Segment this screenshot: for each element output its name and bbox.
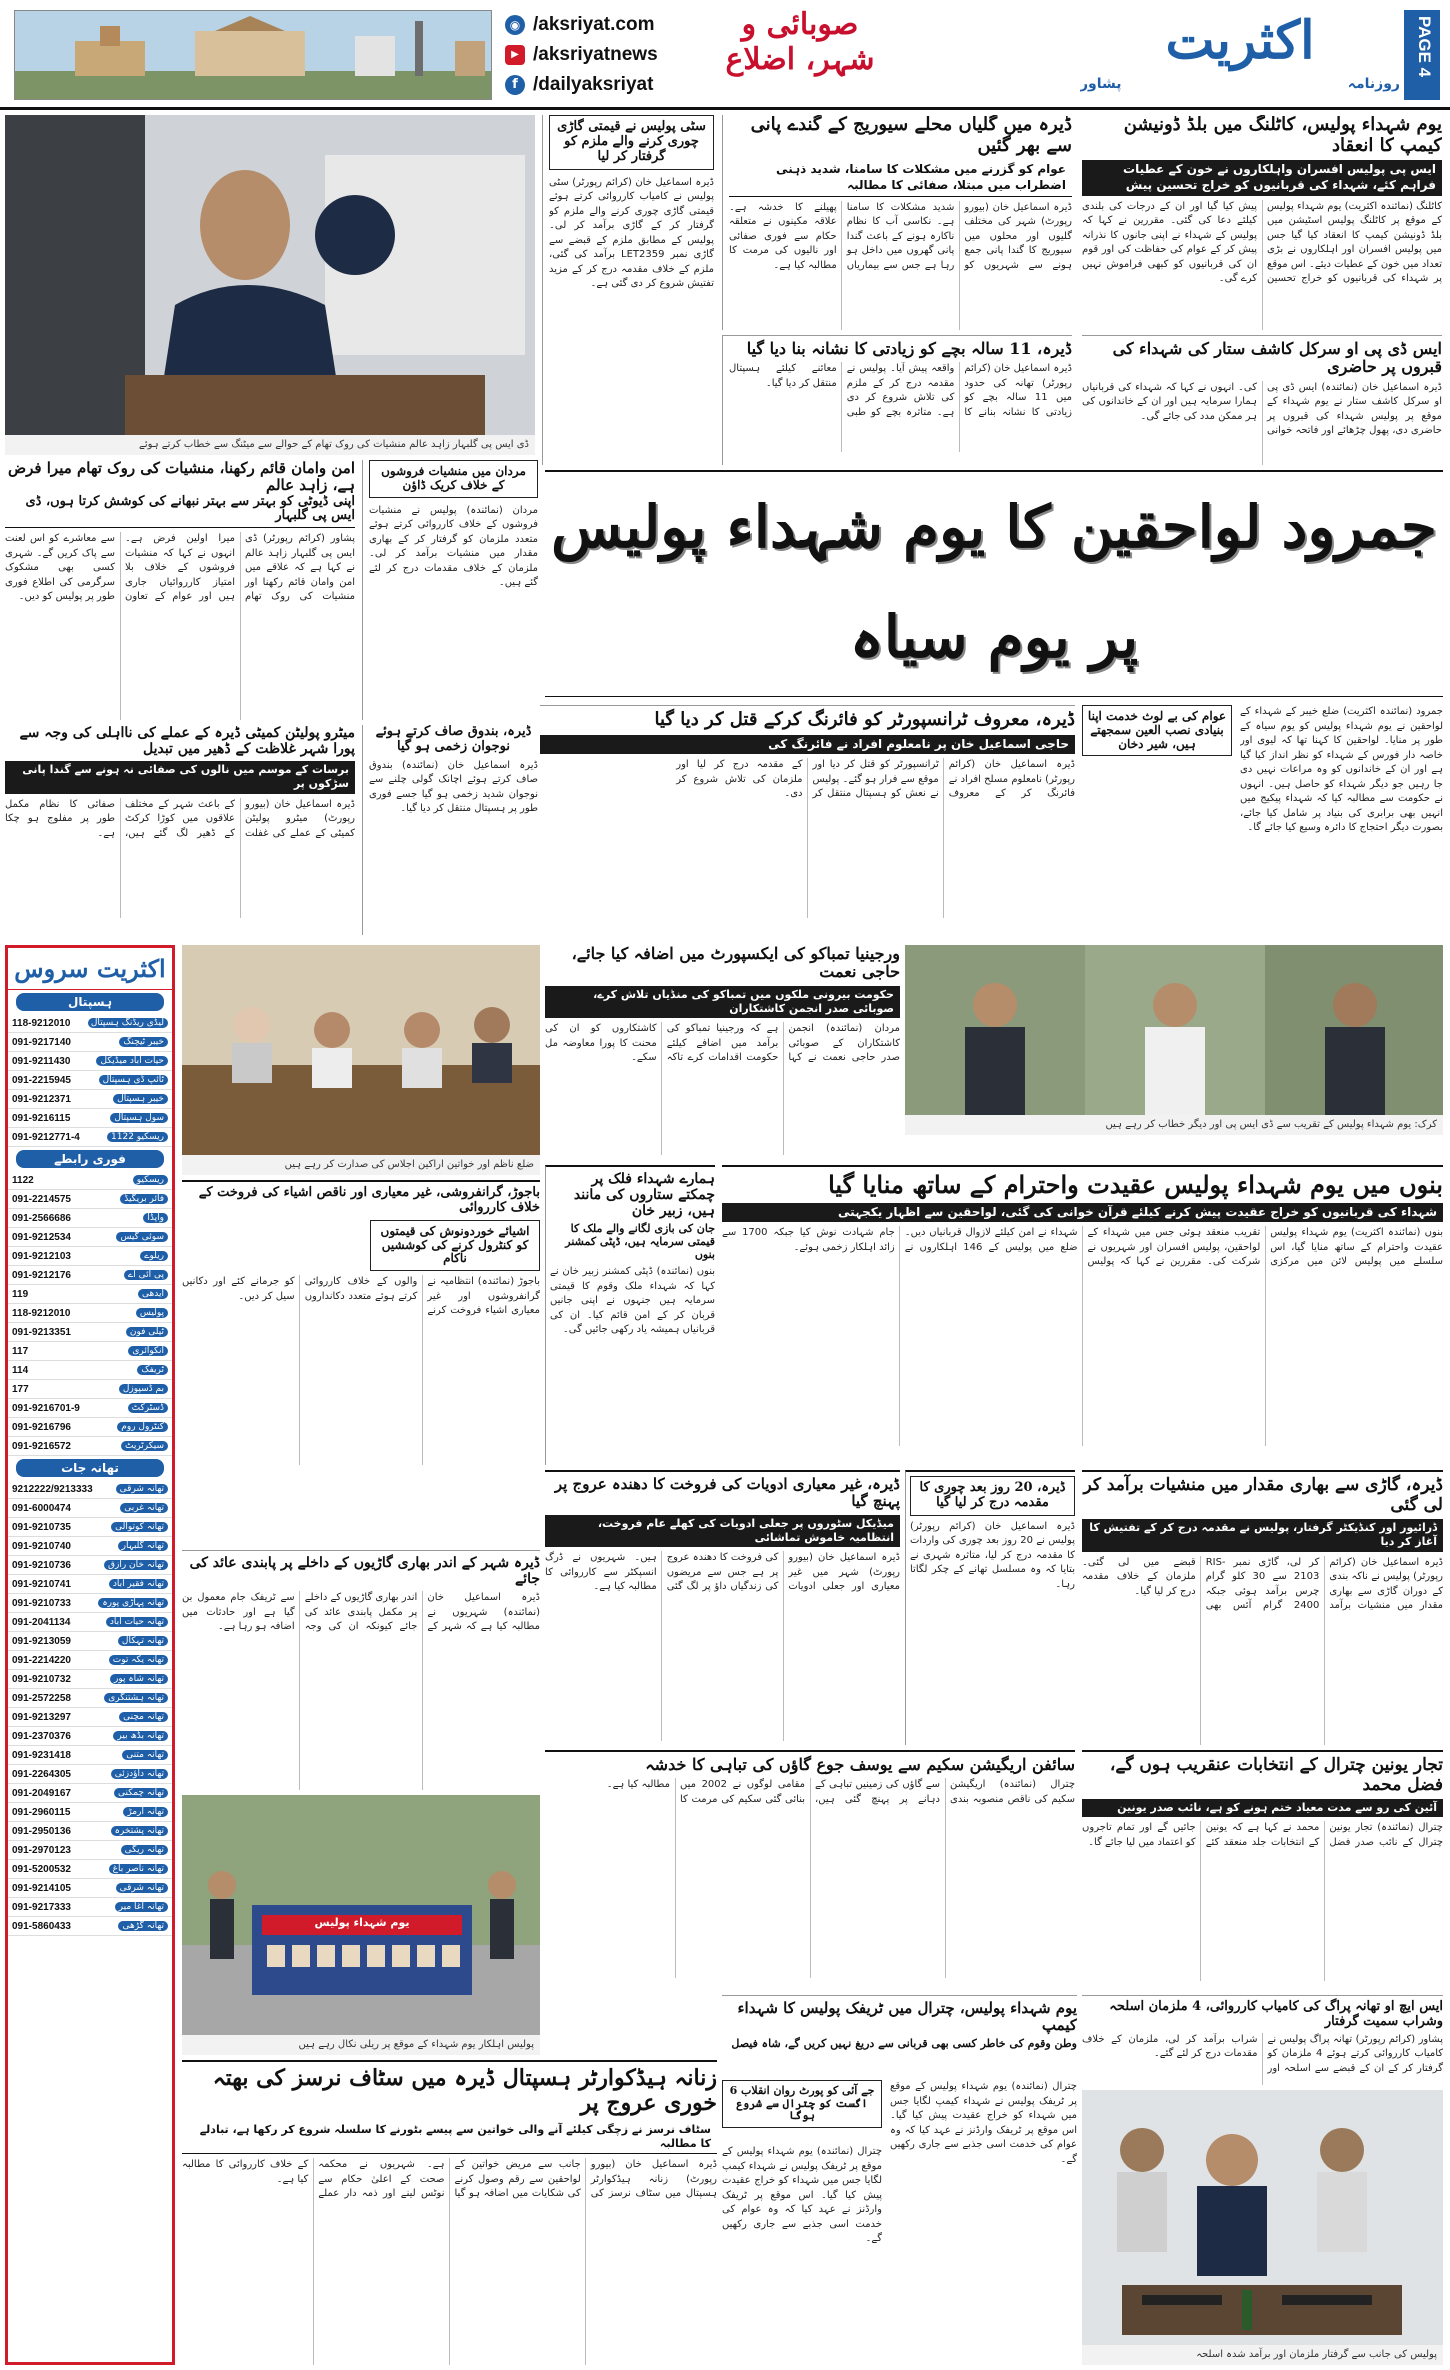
directory-label: انکوائری — [128, 1346, 168, 1356]
story-gun: ڈیرہ، بندوق صاف کرتے ہوئے نوجوان زخمی ہو گیا ڈیرہ اسماعیل خان (نمائندہ) بندوق صاف کرتے ہوئے اچانک گولی چلنے سے نوجوان شدید زخمی ہو گیا جسے فوری طور پر ہسپتال منتقل کر دیا گیا۔ — [362, 725, 538, 935]
directory-section-header: فوری رابطے — [16, 1150, 164, 1168]
directory-entry — [8, 1480, 172, 1499]
youtube-icon: ▶ — [505, 45, 525, 65]
directory-label: تھانہ گڑھی — [118, 1921, 168, 1931]
photo-caption-arrest: پولیس کی جانب سے گرفتار ملزمان اور برآمد شدہ اسلحہ — [1082, 2345, 1443, 2365]
directory-phone[interactable]: 1122 — [12, 1174, 34, 1186]
rally-banner-text: یوم شہداء پولیس — [314, 1916, 410, 1929]
directory-phone[interactable]: 119 — [12, 1288, 29, 1300]
directory-label: تھانہ تہکال — [118, 1636, 168, 1646]
directory-entry — [8, 1247, 172, 1266]
directory-entry — [8, 1518, 172, 1537]
directory-entry — [8, 1575, 172, 1594]
story-chitral-body-2: چترال (نمائندہ) یوم شہداء پولیس کے موقع پر ٹریفک پولیس نے شہداء کیمپ لگایا جس میں شہداء کو خراج عقیدت پیش کیا گیا۔ اس موقع پر ٹریفک وارڈنز نے عہد کیا کہ وہ عوام کی خدمت اسی جذبے سے جاری رکھیں گے۔ — [722, 2146, 882, 2244]
directory-entry — [8, 1708, 172, 1727]
directory-label: ڈسٹرکٹ — [128, 1403, 168, 1413]
story-sp-tribute: ایس ڈی پی او سرکل کاشف ستار کی شہداء کی قبروں پر حاضری ڈیرہ اسماعیل خان (نمائندہ) ایس ڈی پی او سرکل کاشف ستار نے یوم شہداء کے موقع پر پولیس شہداء کی قبروں پر حاضری دی، پھول چڑھائے اور فاتحہ خوانی کی۔ انہوں نے کہا کہ شہداء کی قربانیاں ہمارا سرمایہ ہیں اور ان کے خاندانوں کی ہر ممکن مدد کی جائے گی۔ — [1082, 335, 1442, 465]
story-child-abuse: ڈیرہ، 11 سالہ بچے کو زیادتی کا نشانہ بنا دیا گیا ڈیرہ اسماعیل خان (کرائم رپورٹر) تھانہ کی حدود میں 11 سالہ بچے کو زیادتی کا نشانہ بنانے کا واقعہ پیش آیا۔ پولیس نے مقدمہ درج کر کے ملزم کی تلاش شروع کر دی ہے۔ متاثرہ بچے کو طبی معائنے کیلئے ہسپتال منتقل کر دیا گیا۔ — [722, 335, 1072, 465]
directory-entry — [8, 1822, 172, 1841]
directory-entry — [8, 1342, 172, 1361]
story-elections: تجار یونین چترال کے انتخابات عنقریب ہوں گے، فضل محمد آئین کی رو سے مدت معیاد ختم ہونے کو ہے، نائب صدر یونین چترال (نمائندہ) تجار یونین چترال کے نائب صدر فضل محمد نے کہا ہے کہ یونین کے انتخابات جلد منعقد کئے جائیں گے اور تمام تاجروں کو اعتماد میں لیا جائے گا۔ — [1082, 1750, 1443, 1990]
directory-label: سیکرٹریٹ — [121, 1441, 168, 1451]
directory-phone[interactable]: 091-9216701-9 — [12, 1402, 80, 1414]
directory-phone[interactable]: 091-2370376 — [12, 1730, 71, 1742]
chitral-box: جے آئی کو پورٹ روان انقلاب 6 اگست کو چترال سے شروع ہوگا — [722, 2080, 882, 2140]
directory-label: تھانہ پشتخرہ — [111, 1826, 168, 1836]
directory-label: لیڈی ریڈنگ ہسپتال — [88, 1018, 168, 1028]
logo: اکثریت — [1165, 10, 1315, 71]
directory-entry — [8, 1537, 172, 1556]
directory-phone[interactable]: 091-2950136 — [12, 1825, 71, 1837]
directory-phone[interactable]: 091-9210732 — [12, 1673, 71, 1685]
directory-phone[interactable]: 091-9214105 — [12, 1882, 71, 1894]
story-stolen-car: سٹی پولیس نے قیمتی گاڑی چوری کرنے والے ملزم کو گرفتار کر لیا ڈیرہ اسماعیل خان (کرائم رپورٹر) سٹی پولیس نے کامیاب کارروائی کرتے ہوئے قیمتی گاڑی چوری کرنے والے ملزم کو گرفتار کر کے گاڑی برآمد کر لی۔ پولیس کے مطابق ملزم کے قبضے سے گاڑی نمبر LET2359 برآمد کی گئی، ملزم کے خلاف مقدمہ درج کر کے مزید تفتیش شروع کر دی گئی ہے۔ — [542, 115, 714, 465]
directory-phone[interactable]: 091-9216796 — [12, 1421, 71, 1433]
directory-entry — [8, 1437, 172, 1456]
directory-label: تھانہ پہاڑی پورہ — [98, 1598, 168, 1608]
photo-caption-rally: پولیس اہلکار یوم شہداء کے موقع پر ریلی نکال رہے ہیں — [182, 2035, 540, 2055]
directory-label: ریسکیو — [133, 1175, 168, 1185]
directory-phone[interactable]: 091-2566686 — [12, 1212, 71, 1224]
story-transporter: ڈیرہ، معروف ٹرانسپورٹر کو فائرنگ کرکے قتل کر دیا گیا حاجی اسماعیل خان پر نامعلوم افراد نے فائرنگ کی ڈیرہ اسماعیل خان (کرائم رپورٹر) نامعلوم مسلح افراد نے فائرنگ کر کے معروف ٹرانسپورٹر کو قتل کر دیا اور موقع سے فرار ہو گئے۔ پولیس نے نعش کو ہسپتال منتقل کر کے مقدمہ درج کر لیا اور ملزمان کی تلاش شروع کر دی۔ — [540, 705, 1075, 935]
directory-section-header: ہسپتال — [16, 993, 164, 1011]
directory-phone[interactable]: 114 — [12, 1364, 29, 1376]
directory-label: سوئی گیس — [116, 1232, 168, 1242]
directory-phone[interactable]: 177 — [12, 1383, 29, 1395]
story-bannu: بنوں میں یوم شہداء پولیس عقیدت واحترام کے ساتھ منایا گیا شہداء کی قربانیوں کو خراج عقیدت پیش کرنے کیلئے قرآن خوانی کی گئی، لواحقین سے اظہار یکجہتی بنوں (نمائندہ اکثریت) یوم شہداء پولیس عقیدت واحترام کے ساتھ منایا گیا، اس سلسلے میں پولیس لائن میں مرکزی تقریب منعقد ہوئی جس میں شہداء کے لواحقین، پولیس افسران اور شہریوں نے شرکت کی۔ مقررین نے کہا کہ پولیس شہداء نے امن کیلئے لازوال قربانیاں دیں۔ ضلع میں پولیس کے 146 اہلکاروں نے جام شہادت نوش کیا جبکہ 1700 سے زائد اہلکار زخمی ہوئے۔ — [722, 1165, 1443, 1465]
directory-section — [8, 1150, 172, 1456]
directory-entry — [8, 1727, 172, 1746]
directory-label: بم ڈسپوزل — [119, 1384, 168, 1394]
directory-label: تھانہ داؤدزئی — [111, 1769, 168, 1779]
directory-label: تھانہ غربی — [120, 1503, 168, 1513]
story-chitral: یوم شہداء پولیس، چترال میں ٹریفک پولیس کا شہداء کیمپ وطن وقوم کی خاطر کسی بھی قربانی سے دریغ نہیں کریں گے، شاہ فیصل — [722, 1995, 1077, 2075]
directory-phone[interactable]: 091-2215945 — [12, 1074, 71, 1086]
directory-entry — [8, 1898, 172, 1917]
officer-photo — [5, 115, 535, 435]
main-headline-block — [545, 470, 1443, 700]
directory-entry — [8, 1109, 172, 1128]
section-title: صوبائی و شہر، اضلاع — [725, 8, 875, 77]
directory-label: تھانہ شرقی — [116, 1883, 168, 1893]
directory-entry — [8, 1209, 172, 1228]
directory-entry — [8, 1613, 172, 1632]
directory-entry — [8, 1418, 172, 1437]
directory-label: فائر بریگیڈ — [120, 1194, 168, 1204]
directory-entry — [8, 1090, 172, 1109]
story-stars: ہمارے شہداء فلک پر چمکتے ستاروں کی مانند ہیں، زبیر خان جان کی بازی لگانے والے ملک کا قیمتی سرمایہ ہیں، ڈپٹی کمشنر بنوں بنوں (نمائندہ) ڈپٹی کمشنر زبیر خان نے کہا کہ شہداء ملک وقوم کا قیمتی سرمایہ ہیں جنہوں نے اپنی جانیں قربان کر کے امن قائم کیا۔ ان کی قربانیاں ہمیشہ یاد رکھی جائیں گی۔ — [545, 1165, 715, 1465]
story-chitral-body: چترال (نمائندہ) یوم شہداء پولیس کے موقع پر ٹریفک پولیس نے شہداء کیمپ لگایا جس میں شہداء کو خراج عقیدت پیش کیا گیا۔ اس موقع پر ٹریفک وارڈنز نے عہد کیا کہ وہ عوام کی خدمت اسی جذبے سے جاری رکھیں گے۔ — [890, 2081, 1077, 2165]
directory-phone[interactable]: 091-9216572 — [12, 1440, 71, 1452]
directory-phone[interactable]: 091-9210735 — [12, 1521, 71, 1533]
directory-phone[interactable]: 091-9217140 — [12, 1036, 71, 1048]
story-nurses: زنانہ ہیڈکوارٹر ہسپتال ڈیرہ میں سٹاف نرسز کی بھتہ خوری عروج پر سٹاف نرسز نے زچگی کیلئے آنے والی خواتین سے پیسے بٹورنے کا سلسلہ شروع کر رکھا ہے، تبادلے کا مطالبہ ڈیرہ اسماعیل خان (بیورو رپورٹ) زنانہ ہیڈکوارٹر ہسپتال میں سٹاف نرسز کی جانب سے مریض خواتین کے لواحقین سے رقم وصول کرنے کی شکایات میں اضافہ ہو گیا ہے۔ شہریوں نے محکمہ صحت کے اعلیٰ حکام سے نوٹس لینے اور ذمہ دار عملے کے خلاف کارروائی کا مطالبہ کیا ہے۔ — [182, 2060, 717, 2365]
directory-label: تھانہ شرقی — [116, 1484, 168, 1494]
directory-phone[interactable]: 117 — [12, 1345, 29, 1357]
directory-label: تھانہ خان رازق — [104, 1560, 168, 1570]
directory-label: تھانہ گلبہار — [118, 1541, 168, 1551]
directory-phone[interactable]: 091-2264305 — [12, 1768, 71, 1780]
masthead-skyline-image — [14, 10, 492, 100]
directory-phone[interactable]: 091-2572258 — [12, 1692, 71, 1704]
directory-entry — [8, 1399, 172, 1418]
directory-label: ایدھی — [138, 1289, 168, 1299]
directory-label: سول ہسپتال — [110, 1113, 168, 1123]
directory-phone[interactable]: 091-2214220 — [12, 1654, 71, 1666]
social-links — [505, 10, 705, 100]
masthead — [0, 0, 1450, 110]
meeting-photo — [182, 945, 540, 1155]
directory-entry — [8, 1556, 172, 1575]
directory-label: واپڈا — [143, 1213, 168, 1223]
edition-label: روزنامہ — [1347, 76, 1400, 92]
directory-phone[interactable]: 091-5200532 — [12, 1863, 71, 1875]
directory-phone[interactable]: 091-2960115 — [12, 1806, 71, 1818]
service-directory — [5, 945, 175, 2365]
story-drugs-block: ڈیرہ، غیر معیاری ادویات کی فروخت کا دھندہ عروج پر پہنچ گیا میڈیکل سٹوروں پر جعلی ادویات کی کھلے عام فروخت، انتظامیہ خاموش تماشائی ڈیرہ اسماعیل خان (بیورو رپورٹ) شہر میں غیر معیاری اور جعلی ادویات کی فروخت کا دھندہ عروج پر ہے جس سے مریضوں کی زندگیاں داؤ پر لگ گئی ہیں۔ شہریوں نے ڈرگ انسپکٹر سے کارروائی کا مطالبہ کیا ہے۔ — [545, 1470, 900, 1745]
directory-label: تھانہ ارمڑ — [123, 1807, 168, 1817]
story-narcotics: ڈیرہ، گاڑی سے بھاری مقدار میں منشیات برآمد کر لی گئی ڈرائیور اور کنڈیکٹر گرفتار، پولیس نے مقدمہ درج کر کے تفتیش کا آغاز کر دیا ڈیرہ اسماعیل خان (کرائم رپورٹر) پولیس نے ناکہ بندی کے دوران گاڑی سے بھاری مقدار میں منشیات برآمد کر لی، گاڑی نمبر RIS-2103 سے 30 کلو گرام چرس برآمد ہوئی جبکہ 2400 گرام آئس بھی قبضے میں لی گئی۔ ملزمان کے خلاف مقدمہ درج کر لیا گیا۔ — [1082, 1470, 1443, 1745]
directory-label: پی آئی اے — [124, 1270, 168, 1280]
directory-phone[interactable]: 091-9210741 — [12, 1578, 71, 1590]
directory-entry — [8, 1499, 172, 1518]
directory-phone[interactable]: 091-2049167 — [12, 1787, 71, 1799]
directory-entry — [8, 1128, 172, 1147]
story-mardan: مردان میں منشیات فروشوں کے خلاف کریک ڈاؤن مردان (نمائندہ) پولیس نے منشیات فروشوں کے خلاف کارروائی کرتے ہوئے متعدد ملزمان کو گرفتار کر کے بھاری مقدار میں منشیات برآمد کر لی۔ ملزمان کے خلاف مقدمات درج کر لئے گئے ہیں۔ — [362, 460, 538, 720]
story-sewage: ڈیرہ میں گلیاں محلے سیوریج کے گندے پانی سے بھر گئیں عوام کو گزرنے میں مشکلات کا سامنا، شدید ذہنی اضطراب میں مبتلا، صفائی کا مطالبہ ڈیرہ اسماعیل خان (بیورو رپورٹ) شہر کی مختلف گلیوں اور محلوں میں سیوریج کا گندا پانی جمع ہونے سے شہریوں کو شدید مشکلات کا سامنا ہے۔ نکاسی آب کا نظام ناکارہ ہونے کے باعث گندا پانی گھروں میں داخل ہو رہا ہے جس سے بیماریاں پھیلنے کا خدشہ ہے۔ علاقہ مکینوں نے متعلقہ حکام سے فوری صفائی اور نالیوں کی مرمت کا مطالبہ کیا ہے۔ — [722, 115, 1072, 330]
directory-label: تھانہ ناصر باغ — [109, 1864, 168, 1874]
directory-phone[interactable]: 9212222/9213333 — [12, 1483, 93, 1495]
directory-entry — [8, 1651, 172, 1670]
photo-caption-dsp: ڈی ایس پی گلبہار زاہد عالم منشیات کی روک تھام کے حوالے سے میٹنگ سے خطاب کرتے ہوئے — [5, 435, 535, 455]
directory-phone[interactable]: 091-2214575 — [12, 1193, 71, 1205]
directory-label: تھانہ آغا میر — [115, 1902, 168, 1912]
directory-label: تھانہ یکہ توت — [109, 1655, 168, 1665]
directory-entry — [8, 1841, 172, 1860]
directory-entry — [8, 1746, 172, 1765]
directory-label: ٹائپ ڈی ہسپتال — [99, 1075, 168, 1085]
directory-label: حیات آباد میڈیکل — [96, 1056, 168, 1066]
directory-entry — [8, 1285, 172, 1304]
directory-label: ریلوے — [140, 1251, 168, 1261]
directory-section — [8, 993, 172, 1147]
directory-entry — [8, 1917, 172, 1936]
directory-phone[interactable]: 091-9210736 — [12, 1559, 71, 1571]
story-arrest: ایس ایچ او تھانہ پراگ کی کامیاب کارروائی، 4 ملزمان اسلحہ وشراب سمیت گرفتار پشاور (کرائم رپورٹر) تھانہ پراگ پولیس نے کامیاب کارروائی کرتے ہوئے 4 ملزمان کو گرفتار کر کے ان کے قبضے سے اسلحہ اور شراب برآمد کر لی، ملزمان کے خلاف مقدمات درج کر لئے گئے۔ — [1082, 1995, 1443, 2085]
directory-label: تھانہ حیات آباد — [106, 1617, 168, 1627]
masthead-logo-block — [1080, 6, 1400, 104]
directory-title: اکثریت سروس — [8, 948, 172, 990]
directory-phone[interactable]: 091-9213351 — [12, 1326, 71, 1338]
directory-phone[interactable]: 091-9217333 — [12, 1901, 71, 1913]
story-committee: میٹرو پولیٹن کمیٹی ڈیرہ کے عملے کی نااہلی کی وجہ سے پورا شہر غلاظت کے ڈھیر میں تبدیل برسات کے موسم میں نالوں کی صفائی نہ ہونے سے گندا پانی سڑکوں پر ڈیرہ اسماعیل خان (بیورو رپورٹ) میٹرو پولیٹن کمیٹی کے عملے کی غفلت کے باعث شہر کے مختلف علاقوں میں کوڑا کرکٹ کے ڈھیر لگ گئے ہیں، صفائی کا نظام مکمل طور پر مفلوج ہو چکا ہے۔ — [5, 725, 355, 839]
directory-entry — [8, 1033, 172, 1052]
social-link-facebook[interactable]: f /dailyaksriyat — [505, 70, 705, 100]
story-peace: امن وامان قائم رکھنا، منشیات کی روک تھام میرا فرض ہے، زاہد عالم اپنی ڈیوٹی کو بہتر سے بہتر نبھانے کی کوشش کرتا ہوں، ڈی ایس پی گلبہار پشاور (کرائم رپورٹر) ڈی ایس پی گلبہار زاہد عالم نے کہا ہے کہ علاقے میں امن وامان قائم رکھنا اور منشیات کی روک تھام میرا اولین فرض ہے۔ انہوں نے کہا کہ منشیات فروشوں کے خلاف بلا امتیاز کارروائیاں جاری ہیں اور عوام کے تعاون سے معاشرے کو اس لعنت سے پاک کریں گے۔ شہری کسی بھی مشکوک سرگرمی کی اطلاع فوری طور پر پولیس کو دیں۔ — [5, 460, 355, 603]
directory-entry — [8, 1594, 172, 1613]
directory-phone[interactable]: 091-6000474 — [12, 1502, 71, 1514]
directory-entry — [8, 1171, 172, 1190]
directory-entry — [8, 1323, 172, 1342]
directory-phone[interactable]: 118-9212010 — [12, 1307, 71, 1319]
story-tobacco: ورجینیا تمباکو کی ایکسپورٹ میں اضافہ کیا جائے، حاجی نعمت حکومت بیرونی ملکوں میں تمباکو کی منڈیاں تلاش کرے، صوبائی صدر انجمن کاشتکاران مردان (نمائندہ) انجمن کاشتکاران کے صوبائی صدر حاجی نعمت نے کہا ہے کہ ورجینیا تمباکو کی برآمد میں اضافے کیلئے حکومت اقدامات کرے تاکہ کاشتکاروں کو ان کی محنت کا پورا معاوضہ مل سکے۔ — [545, 945, 900, 1064]
main-story-continued: جمرود (نمائندہ اکثریت) ضلع خیبر کے شہداء کے لواحقین نے یوم شہداء پولیس کو یوم سیاہ کے طور پر منایا۔ لواحقین کا کہنا تھا کہ لیوی اور خاصہ دار فورس کے شہداء کو نظر انداز کیا گیا ہے اور ان کے خاندانوں کو وہ مراعات نہیں دی جا رہیں جو دیگر شہداء کو حاصل ہیں۔ انہوں نے حکومت سے مطالبہ کیا کہ شہداء پیکیج میں انہیں بھی برابری کی بنیاد پر شامل کیا جائے، بصورت دیگر احتجاج کا دائرہ وسیع کیا جائے گا۔ — [1240, 706, 1443, 833]
directory-phone[interactable]: 091-9212771-4 — [12, 1131, 80, 1143]
directory-entry — [8, 1014, 172, 1033]
page-number-tab: PAGE 4 — [1404, 10, 1440, 100]
directory-phone[interactable]: 091-9216115 — [12, 1112, 71, 1124]
directory-label: ٹریفک — [137, 1365, 168, 1375]
directory-label: تھانہ مچنی — [119, 1712, 168, 1722]
directory-label: تھانہ کوتوالی — [111, 1522, 168, 1532]
directory-entry — [8, 1228, 172, 1247]
directory-label: ٹیلی فون — [126, 1327, 168, 1337]
directory-section-header: تھانہ جات — [16, 1459, 164, 1477]
directory-entry — [8, 1266, 172, 1285]
directory-phone[interactable]: 091-9231418 — [12, 1749, 71, 1761]
directory-label: خیبر ہسپتال — [113, 1094, 168, 1104]
main-headline: جمرود لواحقین کا یوم شہداء پولیس پر یوم سیاہ — [551, 493, 1437, 671]
rally-photo — [182, 1795, 540, 2035]
directory-phone[interactable]: 091-2041134 — [12, 1616, 71, 1628]
directory-label: تھانہ متنی — [122, 1750, 168, 1760]
directory-entry — [8, 1304, 172, 1323]
directory-phone[interactable]: 091-5860433 — [12, 1920, 71, 1932]
directory-entry — [8, 1860, 172, 1879]
directory-phone[interactable]: 091-9213297 — [12, 1711, 71, 1723]
directory-entry — [8, 1190, 172, 1209]
directory-phone[interactable]: 091-9210740 — [12, 1540, 71, 1552]
quote-box: عوام کی بے لوث خدمت اپنا بنیادی نصب العین سمجھتے ہیں، شیر دخان — [1082, 705, 1232, 765]
directory-entry — [8, 1052, 172, 1071]
directory-label: تھانہ فقیر آباد — [109, 1579, 168, 1589]
directory-label: ریسکیو 1122 — [107, 1132, 168, 1142]
directory-entry — [8, 1765, 172, 1784]
directory-entry — [8, 1632, 172, 1651]
arrest-photo — [1082, 2090, 1443, 2345]
directory-phone[interactable]: 091-9212176 — [12, 1269, 71, 1281]
story-blood-camp: یوم شہداء پولیس، کاٹلنگ میں بلڈ ڈونیشن کیمپ کا انعقاد ایس پی پولیس افسران واہلکاروں نے خون کے عطیات فراہم کئے، شہداء کی قربانیوں کو خراج تحسین پیش کاٹلنگ (نمائندہ اکثریت) یوم شہداء پولیس کے موقع پر کاٹلنگ پولیس اسٹیشن میں بلڈ ڈونیشن کیمپ کا انعقاد کیا گیا جس میں پولیس افسران اور اہلکاروں نے بڑی تعداد میں خون کے عطیات دیئے۔ اس موقع پر شہداء کی قربانیوں کو خراج تحسین پیش کیا گیا اور ان کے درجات کی بلندی کیلئے دعا کی گئی۔ مقررین نے کہا کہ پولیس کے شہداء نے اپنی جانوں کا نذرانہ پیش کر کے عوام کی حفاظت کی اور قوم ان کی قربانیوں کو کبھی فراموش نہیں کرے گی۔ — [1082, 115, 1442, 285]
directory-entry — [8, 1689, 172, 1708]
directory-entry — [8, 1784, 172, 1803]
directory-label: پولیس — [136, 1308, 168, 1318]
karak-ceremony-photo — [905, 945, 1443, 1115]
directory-phone[interactable]: 091-9212103 — [12, 1250, 71, 1262]
story-dera20: ڈیرہ، 20 روز بعد چوری کا مقدمہ درج کر لیا گیا ڈیرہ اسماعیل خان (کرائم رپورٹر) پولیس نے 20 روز بعد چوری کی واردات کا مقدمہ درج کر لیا، متاثرہ شہری نے بتایا کہ وہ مسلسل تھانے کے چکر لگاتا رہا۔ — [905, 1470, 1075, 1745]
directory-phone[interactable]: 091-9213059 — [12, 1635, 71, 1647]
social-link-youtube[interactable]: ▶ /aksriyatnews — [505, 40, 705, 70]
directory-phone[interactable]: 118-9212010 — [12, 1017, 71, 1029]
directory-phone[interactable]: 091-9212534 — [12, 1231, 71, 1243]
directory-entry — [8, 1670, 172, 1689]
city-label: پشاور — [1080, 76, 1122, 92]
directory-label: تھانہ بڈھ بیر — [113, 1731, 168, 1741]
facebook-icon: f — [505, 75, 525, 95]
directory-entry — [8, 1071, 172, 1090]
directory-phone[interactable]: 091-9211430 — [12, 1055, 71, 1067]
directory-phone[interactable]: 091-9210733 — [12, 1597, 71, 1609]
directory-phone[interactable]: 091-9212371 — [12, 1093, 71, 1105]
directory-entry — [8, 1803, 172, 1822]
globe-icon: ◉ — [505, 15, 525, 35]
directory-label: تھانہ ہشتنگری — [104, 1693, 168, 1703]
social-link-website[interactable]: ◉ /aksriyat.com — [505, 10, 705, 40]
directory-entry — [8, 1380, 172, 1399]
directory-label: خیبر ٹیچنگ — [119, 1037, 168, 1047]
directory-label: تھانہ چمکنی — [114, 1788, 168, 1798]
photo-caption-meeting: ضلع ناظم اور خواتین اراکین اجلاس کی صدارت کر رہے ہیں — [182, 1155, 540, 1175]
directory-label: کنٹرول روم — [117, 1422, 168, 1432]
directory-label: تھانہ ریگی — [121, 1845, 168, 1855]
directory-label: تھانہ شاہ پور — [110, 1674, 168, 1684]
photo-caption-karak: کرک: یوم شہداء پولیس کے تقریب سے ڈی ایس پی اور دیگر خطاب کر رہے ہیں — [905, 1115, 1443, 1135]
directory-entry — [8, 1879, 172, 1898]
story-heavy-vehicles: ڈیرہ شہر کے اندر بھاری گاڑیوں کے داخلے پر پابندی عائد کی جائے ڈیرہ اسماعیل خان (نمائندہ) شہریوں نے مطالبہ کیا ہے کہ شہر کے اندر بھاری گاڑیوں کے داخلے پر مکمل پابندی عائد کی جائے کیونکہ ان کی وجہ سے ٹریفک جام معمول بن گیا ہے اور حادثات میں اضافہ ہو رہا ہے۔ — [182, 1550, 540, 1790]
story-adulteration: باجوڑ، گرانفروشی، غیر معیاری اور ناقص اشیاء کی فروخت کے خلاف کارروائی اشیائے خوردونوش کی قیمتوں کو کنٹرول کرنے کی کوششیں ناکام باجوڑ (نمائندہ) انتظامیہ نے گرانفروشوں اور غیر معیاری اشیاء فروخت کرنے والوں کے خلاف کارروائی کرتے ہوئے متعدد دکانداروں کو جرمانے کئے اور دکانیں سیل کر دیں۔ — [182, 1180, 540, 1465]
story-water-scheme: سائفن اریگیشن سکیم سے یوسف جوع گاؤں کی تباہی کا خدشہ چترال (نمائندہ) اریگیشن سکیم کی ناقص منصوبہ بندی سے گاؤں کی زمینیں تباہی کے دہانے پر پہنچ گئی ہیں، مقامی لوگوں نے 2002 میں بنائی گئی سکیم کی مرمت کا مطالبہ کیا ہے۔ — [545, 1750, 1075, 1990]
directory-entry — [8, 1361, 172, 1380]
directory-section — [8, 1459, 172, 1936]
directory-phone[interactable]: 091-2970123 — [12, 1844, 71, 1856]
